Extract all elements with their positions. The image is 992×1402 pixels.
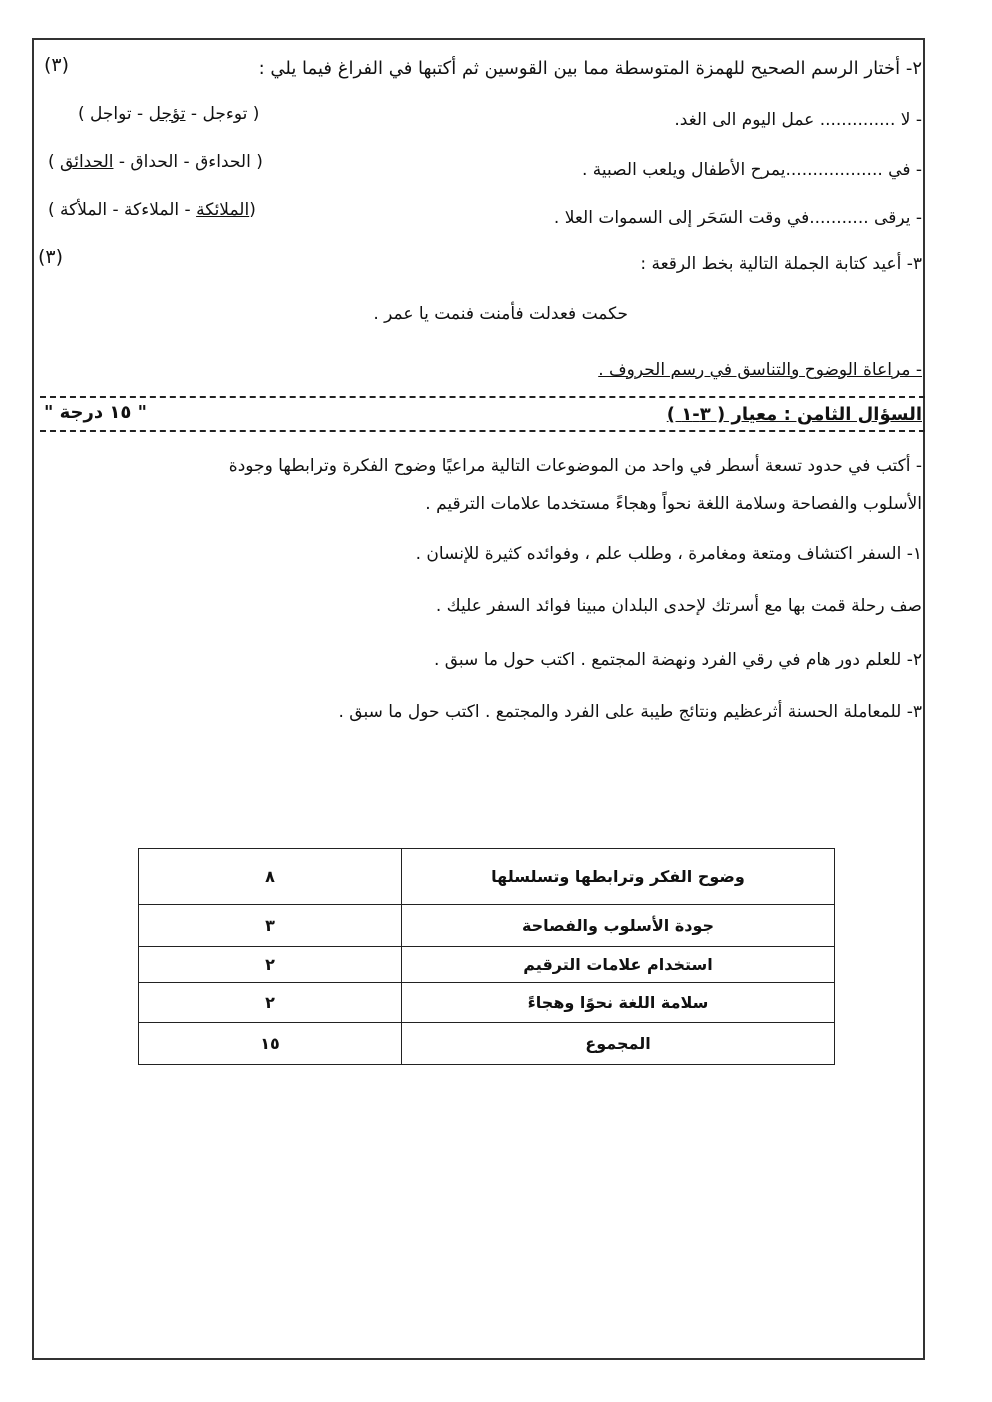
q2-item-3-options-close: - الملاءكة - الملأكة ) <box>48 200 197 220</box>
q2-item-3-options <box>48 200 256 220</box>
q8-title: السؤال الثامن : معيار ( ٣-١ ) <box>666 404 922 425</box>
rubric-score: ٢ <box>139 947 402 983</box>
q2-instruction: ٢- أختار الرسم الصحيح للهمزة المتوسطة مما بين القوسين ثم أكتبها في الفراغ فيما يلي : <box>258 58 922 79</box>
q8-grade: " ١٥ درجة " <box>44 402 148 423</box>
q8-topic-2: ٢- للعلم دور هام في رقي الفرد ونهضة المجتمع . اكتب حول ما سبق . <box>433 650 922 670</box>
q8-topic-1: ١- السفر اكتشاف ومتعة ومغامرة ، وطلب علم ، وفوائده كثيرة للإنسان . <box>415 544 922 564</box>
rubric-score: ٨ <box>139 849 402 905</box>
q8-instruction-1: - أكتب في حدود تسعة أسطر في واحد من الموضوعات التالية مراعيًا وضوح الفكرة وترابطها وجودة <box>228 456 922 476</box>
page-border <box>32 38 925 1360</box>
q2-item-2-answer: الحدائق <box>60 152 114 172</box>
q2-item-2-sentence: - في ..................يمرح الأطفال ويلعب الصبية . <box>582 160 922 180</box>
rubric-total-score: ١٥ <box>139 1023 402 1065</box>
q3-instruction: ٣- أعيد كتابة الجملة التالية بخط الرقعة : <box>640 254 922 274</box>
q2-item-1-options-open: ( توءجل - <box>185 104 260 124</box>
q2-item-1-sentence: - لا .............. عمل اليوم الى الغد. <box>674 110 922 130</box>
q3-marks: (٣) <box>38 246 64 268</box>
q2-item-2-options-close: ) <box>48 152 61 172</box>
section-separator <box>40 396 925 398</box>
table-row <box>139 905 835 947</box>
rubric-criterion: استخدام علامات الترقيم <box>401 947 834 983</box>
table-row <box>139 947 835 983</box>
rubric-criterion: وضوح الفكر وترابطها وتسلسلها <box>401 849 834 905</box>
q2-item-3-answer: الملائكة <box>196 200 250 220</box>
q2-item-1-answer: تؤجل <box>148 104 186 124</box>
q3-sentence: حكمت فعدلت فأمنت فنمت يا عمر . <box>373 304 628 324</box>
q8-instruction-2: الأسلوب والفصاحة وسلامة اللغة نحواً وهجاءً مستخدما علامات الترقيم . <box>425 494 922 514</box>
rubric-criterion: سلامة اللغة نحوًا وهجاءً <box>401 983 834 1023</box>
q8-topic-3: ٣- للمعاملة الحسنة أثرعظيم ونتائج طيبة على الفرد والمجتمع . اكتب حول ما سبق . <box>338 702 922 722</box>
q3-note: - مراعاة الوضوح والتناسق في رسم الحروف . <box>598 360 922 380</box>
rubric-table <box>138 848 835 1065</box>
q2-marks: (٣) <box>44 54 70 76</box>
table-row <box>139 1023 835 1065</box>
q2-item-1-options <box>78 104 259 124</box>
q2-item-3-sentence: - يرقى ...........في وقت السَحَر إلى السموات العلا . <box>553 208 922 228</box>
rubric-score: ٣ <box>139 905 402 947</box>
rubric-criterion: جودة الأسلوب والفصاحة <box>401 905 834 947</box>
q2-item-2-options <box>48 152 263 172</box>
rubric-score: ٢ <box>139 983 402 1023</box>
q2-item-1-options-close: - تواجل ) <box>78 104 149 124</box>
q2-item-3-options-open: ( <box>249 200 256 220</box>
table-row <box>139 983 835 1023</box>
table-row <box>139 849 835 905</box>
q8-topic-1b: صف رحلة قمت بها مع أسرتك لإحدى البلدان مبينا فوائد السفر عليك . <box>435 596 922 616</box>
rubric-total-label: المجموع <box>401 1023 834 1065</box>
q2-item-2-options-open: ( الحداءق - الحداق - <box>113 152 263 172</box>
q8-underline <box>40 430 925 432</box>
